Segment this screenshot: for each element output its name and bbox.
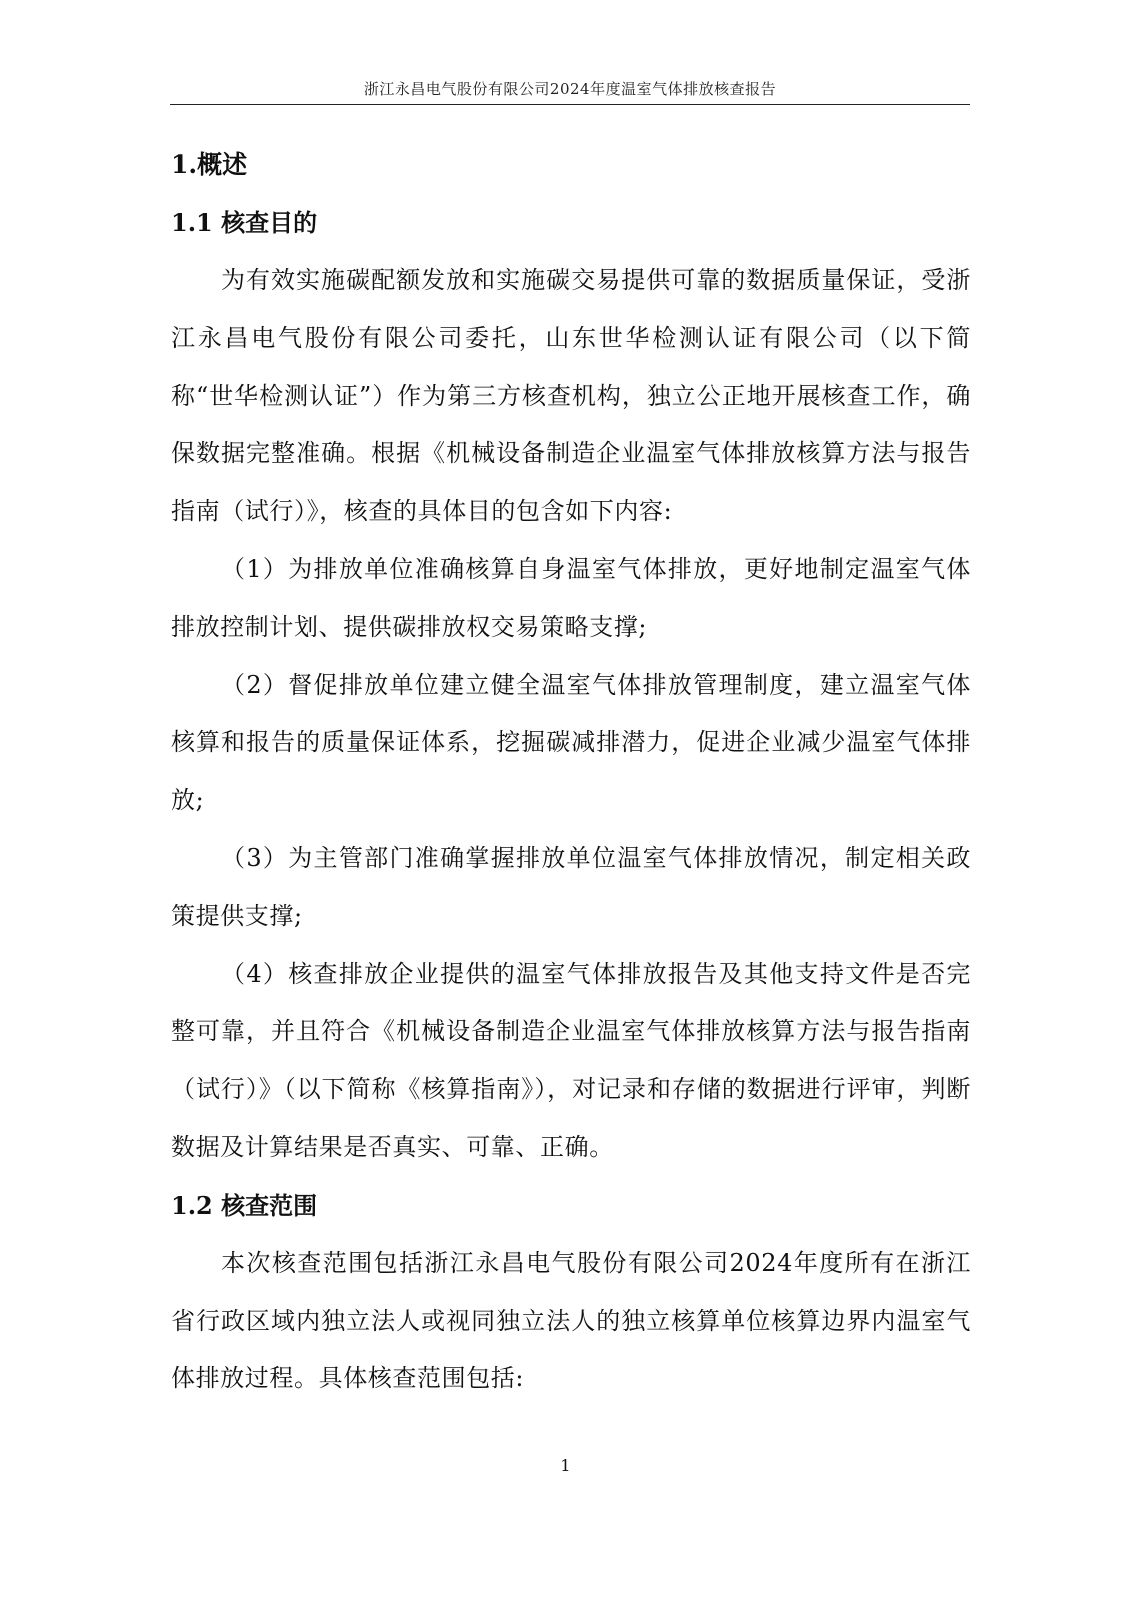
section-heading-1-1: 1.1 核查目的 (171, 208, 318, 237)
section-heading-1-2: 1.2 核查范围 (171, 1190, 318, 1220)
list-item-purpose-3: （3）为主管部门准确掌握排放单位温室气体排放情况，制定相关政策提供支撑; (171, 843, 971, 930)
paragraph-scope: 本次核查范围包括浙江永昌电气股份有限公司2024年度所有在浙江省行政区域内独立法人或视同独立法人的独立核算单位核算边界内温室气体排放过程。具体核查范围包括: (171, 1248, 971, 1393)
list-item-purpose-1: （1）为排放单位准确核算自身温室气体排放，更好地制定温室气体排放控制计划、提供碳排放权交易策略支撑; (171, 554, 971, 641)
list-item-purpose-4: （4）核查排放企业提供的温室气体排放报告及其他支持文件是否完整可靠，并且符合《机械设备制造企业温室气体排放核算方法与报告指南（试行）》（以下简称《核算指南》），对记录和存储的数据进行评审，判断数据及计算结果是否真实、可靠、正确。 (171, 959, 971, 1161)
section-heading-1: 1.概述 (171, 150, 248, 179)
list-item-purpose-2: （2）督促排放单位建立健全温室气体排放管理制度，建立温室气体核算和报告的质量保证体系，挖掘碳减排潜力，促进企业减少温室气体排放; (171, 670, 971, 815)
page-content (171, 136, 971, 1408)
header-rule (170, 104, 970, 105)
running-header: 浙江永昌电气股份有限公司2024年度温室气体排放核查报告 (363, 80, 777, 98)
paragraph-purpose-intro: 为有效实施碳配额发放和实施碳交易提供可靠的数据质量保证，受浙江永昌电气股份有限公司委托，山东世华检测认证有限公司（以下简称“世华检测认证”）作为第三方核查机构，独立公正地开展核查工作，确保数据完整准确。根据《机械设备制造企业温室气体排放核算方法与报告指南（试行）》，核查的具体目的包含如下内容: (171, 266, 971, 526)
page-number: 1 (560, 1456, 571, 1475)
